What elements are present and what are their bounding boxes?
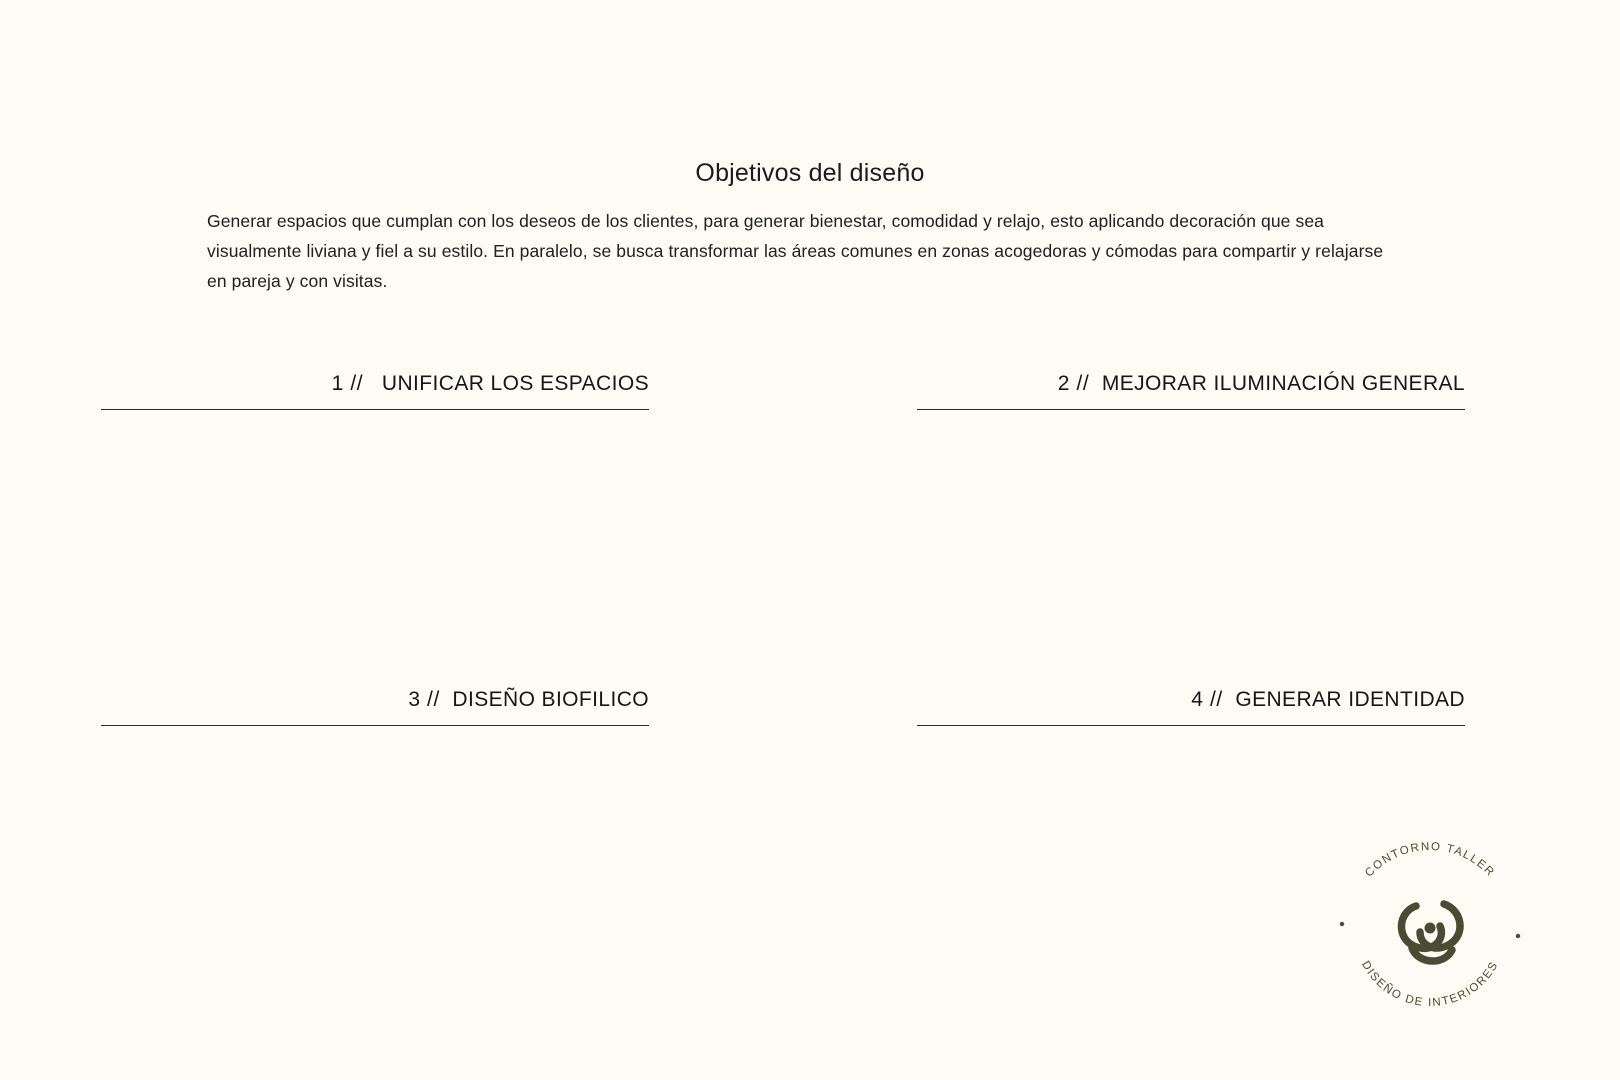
objective-label-1 <box>101 372 649 409</box>
objective-divider-1 <box>101 409 649 410</box>
objective-text-4: GENERAR IDENTIDAD <box>1235 688 1465 711</box>
intro-paragraph: Generar espacios que cumplan con los deseos de los clientes, para generar bienestar, comodidad y relajo, esto aplicando decoración que sea visualmente liviana y fiel a su estilo. En paralelo, se busca transformar las áreas comunes en zonas acogedoras y cómodas para compartir y relajarse en pareja y con visitas. <box>207 210 1384 291</box>
objective-item-1 <box>101 372 649 410</box>
objective-divider-4 <box>917 725 1465 726</box>
objective-item-4 <box>917 688 1465 726</box>
objective-divider-2 <box>917 409 1465 410</box>
objective-item-3 <box>101 688 649 726</box>
objective-number-3: 3 // <box>408 688 440 711</box>
logo-dot-right <box>1516 934 1520 938</box>
objective-label-3 <box>101 688 649 725</box>
objective-number-2: 2 // <box>1057 372 1090 395</box>
brand-logo-stamp <box>1320 820 1540 1040</box>
objective-number-1: 1 // <box>331 372 364 395</box>
logo-bottom-text: DISEÑO DE INTERIORES <box>1359 959 1501 1010</box>
objective-item-2 <box>917 372 1465 410</box>
page-title: Objetivos del diseño <box>695 158 925 187</box>
objective-text-2: MEJORAR ILUMINACIÓN GENERAL <box>1101 372 1465 395</box>
objective-text-3: DISEÑO BIOFILICO <box>452 688 649 711</box>
logo-top-text: CONTORNO TALLER <box>1363 840 1497 880</box>
objective-label-4 <box>917 688 1465 725</box>
objective-divider-3 <box>101 725 649 726</box>
logo-dot-left <box>1340 922 1344 926</box>
logo-center-dot <box>1425 923 1436 934</box>
objective-text-1: UNIFICAR LOS ESPACIOS <box>381 372 649 395</box>
objective-number-4: 4 // <box>1191 688 1223 711</box>
objective-label-2 <box>917 372 1465 409</box>
